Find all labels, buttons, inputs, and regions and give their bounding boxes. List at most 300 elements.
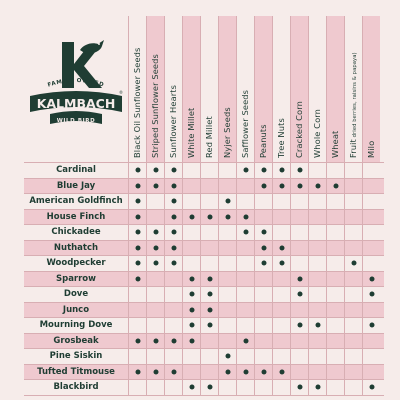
bird-name: Dove xyxy=(63,289,89,300)
preference-dot xyxy=(243,369,248,374)
table-cell xyxy=(308,380,326,395)
table-cell xyxy=(272,318,290,333)
table-cell xyxy=(146,365,164,380)
preference-dot xyxy=(243,168,248,173)
table-cell xyxy=(254,380,272,395)
table-row xyxy=(24,225,384,241)
column-header xyxy=(344,16,362,162)
table-cell xyxy=(254,163,272,178)
preference-dot xyxy=(171,214,176,219)
preference-dot xyxy=(315,323,320,328)
table-cell xyxy=(362,287,380,302)
column-header xyxy=(362,16,380,162)
column-header-label: Red Millet xyxy=(203,116,214,158)
table-cell xyxy=(200,194,218,209)
table-cell xyxy=(344,256,362,271)
table-cell xyxy=(344,303,362,318)
table-cell xyxy=(254,241,272,256)
table-cell xyxy=(146,272,164,287)
preference-dot xyxy=(207,385,212,390)
table-cell xyxy=(200,349,218,364)
table-cell xyxy=(164,179,182,194)
table-cell xyxy=(362,349,380,364)
column-header-label: Nyjer Seeds xyxy=(221,107,232,158)
table-cell xyxy=(290,194,308,209)
table-cell xyxy=(218,287,236,302)
preference-dot xyxy=(171,369,176,374)
table-cell xyxy=(344,287,362,302)
preference-dot xyxy=(207,276,212,281)
table-cell xyxy=(326,163,344,178)
table-cell xyxy=(128,225,146,240)
table-cell xyxy=(146,194,164,209)
table-cell xyxy=(200,380,218,395)
preference-dot xyxy=(279,369,284,374)
bird-name: Tufted Titmouse xyxy=(37,366,115,377)
table-cell xyxy=(182,256,200,271)
preference-dot xyxy=(279,245,284,250)
preference-dot xyxy=(189,292,194,297)
bird-name: American Goldfinch xyxy=(29,196,123,207)
table-cell xyxy=(344,241,362,256)
table-row xyxy=(24,179,384,195)
table-cell xyxy=(290,241,308,256)
table-cell xyxy=(182,318,200,333)
table-cell xyxy=(164,365,182,380)
table-cell xyxy=(362,241,380,256)
table-cell xyxy=(128,349,146,364)
column-header-label: Cracked Corn xyxy=(293,101,304,158)
table-cell xyxy=(182,194,200,209)
table-row xyxy=(24,365,384,381)
table-cell xyxy=(344,318,362,333)
table-cell xyxy=(326,365,344,380)
table-row xyxy=(24,380,384,396)
table-cell xyxy=(362,334,380,349)
table-cell xyxy=(236,365,254,380)
table-row xyxy=(24,163,384,179)
column-header-label: Striped Sunflower Seeds xyxy=(149,54,160,158)
table-cell xyxy=(146,179,164,194)
table-cell xyxy=(182,287,200,302)
table-row xyxy=(24,303,384,319)
column-header xyxy=(218,16,236,162)
table-cell xyxy=(272,241,290,256)
table-cell xyxy=(128,163,146,178)
table-cell xyxy=(308,334,326,349)
table-cell xyxy=(272,349,290,364)
table-row xyxy=(24,318,384,334)
column-header-label: Wheat xyxy=(329,130,340,158)
table-cell xyxy=(182,210,200,225)
table-cell xyxy=(362,380,380,395)
table-cell xyxy=(146,380,164,395)
table-cell xyxy=(236,241,254,256)
bird-name: Pine Siskin xyxy=(49,351,103,362)
table-cell xyxy=(236,349,254,364)
table-cell xyxy=(164,194,182,209)
preference-dot xyxy=(135,276,140,281)
preference-dot xyxy=(153,230,158,235)
preference-dot xyxy=(153,338,158,343)
table-cell xyxy=(164,210,182,225)
table-cell xyxy=(290,210,308,225)
table-cell xyxy=(326,256,344,271)
preference-dot xyxy=(153,261,158,266)
table-cell xyxy=(164,163,182,178)
table-cell xyxy=(128,318,146,333)
table-cell xyxy=(290,163,308,178)
table-row xyxy=(24,256,384,272)
bird-name: Sparrow xyxy=(55,273,97,284)
table-cell xyxy=(164,287,182,302)
preference-dot xyxy=(279,261,284,266)
table-cell xyxy=(308,318,326,333)
preference-dot xyxy=(189,214,194,219)
table-cell xyxy=(236,272,254,287)
table-cell xyxy=(128,179,146,194)
preference-dot xyxy=(135,199,140,204)
preference-dot xyxy=(207,307,212,312)
table-row xyxy=(24,334,384,350)
column-header xyxy=(128,16,146,162)
table-cell xyxy=(344,194,362,209)
table-row xyxy=(24,287,384,303)
table-cell xyxy=(218,241,236,256)
table-cell xyxy=(164,256,182,271)
table-cell xyxy=(362,210,380,225)
table-cell xyxy=(290,380,308,395)
table-cell xyxy=(362,225,380,240)
table-row xyxy=(24,241,384,257)
column-header-label: Sunflower Hearts xyxy=(167,84,178,158)
preference-dot xyxy=(297,168,302,173)
preference-dot xyxy=(189,307,194,312)
bird-name: Blue Jay xyxy=(56,180,96,191)
preference-dot xyxy=(315,183,320,188)
preference-dot xyxy=(153,369,158,374)
table-cell xyxy=(146,241,164,256)
table-cell xyxy=(128,210,146,225)
table-cell xyxy=(290,179,308,194)
table-cell xyxy=(290,256,308,271)
table-cell xyxy=(236,210,254,225)
table-cell xyxy=(218,318,236,333)
table-cell xyxy=(326,318,344,333)
table-cell xyxy=(218,256,236,271)
table-cell xyxy=(254,334,272,349)
table-cell xyxy=(326,241,344,256)
table-cell xyxy=(272,287,290,302)
table-cell xyxy=(272,179,290,194)
column-header xyxy=(200,16,218,162)
table-cell xyxy=(254,349,272,364)
column-header xyxy=(254,16,272,162)
table-cell xyxy=(326,303,344,318)
preference-dot xyxy=(297,323,302,328)
table-cell xyxy=(290,287,308,302)
table-cell xyxy=(200,179,218,194)
preference-dot xyxy=(189,276,194,281)
preference-dot xyxy=(171,168,176,173)
table-row xyxy=(24,272,384,288)
preference-dot xyxy=(297,385,302,390)
table-cell xyxy=(362,179,380,194)
table-cell xyxy=(128,380,146,395)
preference-dot xyxy=(261,261,266,266)
preference-dot xyxy=(135,369,140,374)
preference-dot xyxy=(225,214,230,219)
bird-name: Nuthatch xyxy=(53,242,99,253)
preference-dot xyxy=(225,354,230,359)
preference-dot xyxy=(369,292,374,297)
table-cell xyxy=(272,303,290,318)
table-cell xyxy=(200,241,218,256)
table-cell xyxy=(254,303,272,318)
table-cell xyxy=(290,334,308,349)
table-cell xyxy=(254,256,272,271)
table-cell xyxy=(128,303,146,318)
table-cell xyxy=(200,163,218,178)
table-cell xyxy=(218,349,236,364)
table-cell xyxy=(218,380,236,395)
table-cell xyxy=(254,365,272,380)
table-cell xyxy=(308,194,326,209)
table-cell xyxy=(146,349,164,364)
column-header xyxy=(146,16,164,162)
preference-dot xyxy=(171,245,176,250)
preference-dot xyxy=(153,168,158,173)
preference-dot xyxy=(243,214,248,219)
table-cell xyxy=(128,256,146,271)
table-cell xyxy=(182,179,200,194)
table-cell xyxy=(146,210,164,225)
preference-dot xyxy=(171,199,176,204)
column-header-label: Safflower Seeds xyxy=(239,89,250,158)
table-cell xyxy=(200,365,218,380)
preference-dot xyxy=(189,338,194,343)
table-cell xyxy=(308,365,326,380)
table-cell xyxy=(218,365,236,380)
table-cell xyxy=(326,179,344,194)
table-cell xyxy=(218,179,236,194)
logo-name: KALMBACH xyxy=(36,96,116,111)
table-cell xyxy=(146,318,164,333)
table-cell xyxy=(344,365,362,380)
table-cell xyxy=(272,334,290,349)
table-cell xyxy=(218,272,236,287)
table-cell xyxy=(344,349,362,364)
table-cell xyxy=(272,272,290,287)
bird-name: Junco xyxy=(62,304,90,315)
table-cell xyxy=(236,303,254,318)
table-cell xyxy=(128,194,146,209)
table-cell xyxy=(344,210,362,225)
preference-dot xyxy=(333,183,338,188)
preference-dot xyxy=(171,338,176,343)
table-cell xyxy=(272,194,290,209)
kalmbach-logo-icon xyxy=(28,34,124,146)
table-cell xyxy=(218,303,236,318)
table-cell xyxy=(200,334,218,349)
preference-dot xyxy=(261,230,266,235)
table-cell xyxy=(182,163,200,178)
preference-dot xyxy=(189,323,194,328)
table-cell xyxy=(308,225,326,240)
preference-dot xyxy=(369,323,374,328)
table-cell xyxy=(236,287,254,302)
preference-dot xyxy=(261,369,266,374)
table-cell xyxy=(146,303,164,318)
table-cell xyxy=(164,349,182,364)
table-cell xyxy=(344,225,362,240)
table-cell xyxy=(326,210,344,225)
table-cell xyxy=(164,318,182,333)
table-cell xyxy=(236,163,254,178)
table-cell xyxy=(326,194,344,209)
table-cell xyxy=(344,334,362,349)
column-header xyxy=(164,16,182,162)
table-cell xyxy=(182,272,200,287)
table-cell xyxy=(272,256,290,271)
preference-dot xyxy=(171,261,176,266)
bird-name: Woodpecker xyxy=(46,258,106,269)
table-cell xyxy=(254,287,272,302)
table-cell xyxy=(326,272,344,287)
column-header-label: Tree Nuts xyxy=(275,118,286,158)
table-cell xyxy=(182,303,200,318)
table-cell xyxy=(218,210,236,225)
table-cell xyxy=(344,163,362,178)
preference-dot xyxy=(135,214,140,219)
preference-dot xyxy=(279,168,284,173)
table-cell xyxy=(146,287,164,302)
table-cell xyxy=(362,272,380,287)
bird-name: House Finch xyxy=(46,211,106,222)
table-cell xyxy=(308,179,326,194)
preference-dot xyxy=(135,183,140,188)
table-cell xyxy=(308,256,326,271)
bird-name: Blackbird xyxy=(53,382,99,393)
bird-name: Cardinal xyxy=(56,165,96,176)
preference-dot xyxy=(279,183,284,188)
table-cell xyxy=(200,303,218,318)
bird-name: Mourning Dove xyxy=(39,320,113,331)
table-cell xyxy=(254,225,272,240)
table-cell xyxy=(236,225,254,240)
preference-dot xyxy=(135,245,140,250)
table-cell xyxy=(164,225,182,240)
table-cell xyxy=(200,287,218,302)
table-cell xyxy=(272,380,290,395)
table-cell xyxy=(200,225,218,240)
table-cell xyxy=(182,241,200,256)
table-cell xyxy=(164,303,182,318)
table-cell xyxy=(272,210,290,225)
chart-grid xyxy=(24,162,384,396)
table-cell xyxy=(164,272,182,287)
column-header xyxy=(290,16,308,162)
logo-top-text: FAMILY OWNED xyxy=(47,77,105,89)
preference-dot xyxy=(189,385,194,390)
column-header-label: Black Oil Sunflower Seeds xyxy=(131,47,142,158)
preference-dot xyxy=(171,183,176,188)
table-cell xyxy=(236,380,254,395)
table-cell xyxy=(164,380,182,395)
preference-dot xyxy=(135,338,140,343)
table-cell xyxy=(200,256,218,271)
table-cell xyxy=(326,225,344,240)
preference-dot xyxy=(243,338,248,343)
table-cell xyxy=(362,303,380,318)
table-cell xyxy=(326,349,344,364)
preference-dot xyxy=(261,168,266,173)
table-row xyxy=(24,210,384,226)
preference-dot xyxy=(225,369,230,374)
table-cell xyxy=(200,272,218,287)
preference-dot xyxy=(135,230,140,235)
table-cell xyxy=(290,272,308,287)
table-cell xyxy=(326,334,344,349)
table-cell xyxy=(236,334,254,349)
table-cell xyxy=(218,334,236,349)
table-cell xyxy=(200,318,218,333)
table-cell xyxy=(236,194,254,209)
table-cell xyxy=(290,349,308,364)
table-cell xyxy=(308,241,326,256)
table-cell xyxy=(344,179,362,194)
table-cell xyxy=(362,194,380,209)
preference-dot xyxy=(207,292,212,297)
preference-dot xyxy=(171,230,176,235)
preference-dot xyxy=(135,261,140,266)
table-cell xyxy=(308,272,326,287)
table-cell xyxy=(254,210,272,225)
table-cell xyxy=(218,225,236,240)
table-cell xyxy=(146,225,164,240)
preference-dot xyxy=(261,183,266,188)
table-cell xyxy=(182,334,200,349)
table-cell xyxy=(236,179,254,194)
column-header-label: Whole Corn xyxy=(311,109,322,158)
table-cell xyxy=(146,334,164,349)
column-header-label: Fruit dried berries, raisins & papaya) xyxy=(347,52,358,158)
table-cell xyxy=(146,256,164,271)
table-cell xyxy=(308,163,326,178)
column-header xyxy=(308,16,326,162)
table-cell xyxy=(362,365,380,380)
table-cell xyxy=(344,380,362,395)
column-header xyxy=(182,16,200,162)
table-cell xyxy=(290,365,308,380)
table-cell xyxy=(164,241,182,256)
table-row xyxy=(24,349,384,365)
preference-dot xyxy=(351,261,356,266)
preference-dot xyxy=(135,168,140,173)
table-cell xyxy=(128,365,146,380)
table-cell xyxy=(200,210,218,225)
table-cell xyxy=(182,380,200,395)
table-cell xyxy=(308,210,326,225)
bird-name: Chickadee xyxy=(51,227,101,238)
table-cell xyxy=(344,272,362,287)
table-cell xyxy=(326,380,344,395)
table-cell xyxy=(236,256,254,271)
table-cell xyxy=(272,163,290,178)
table-cell xyxy=(182,225,200,240)
table-cell xyxy=(128,287,146,302)
table-cell xyxy=(128,272,146,287)
